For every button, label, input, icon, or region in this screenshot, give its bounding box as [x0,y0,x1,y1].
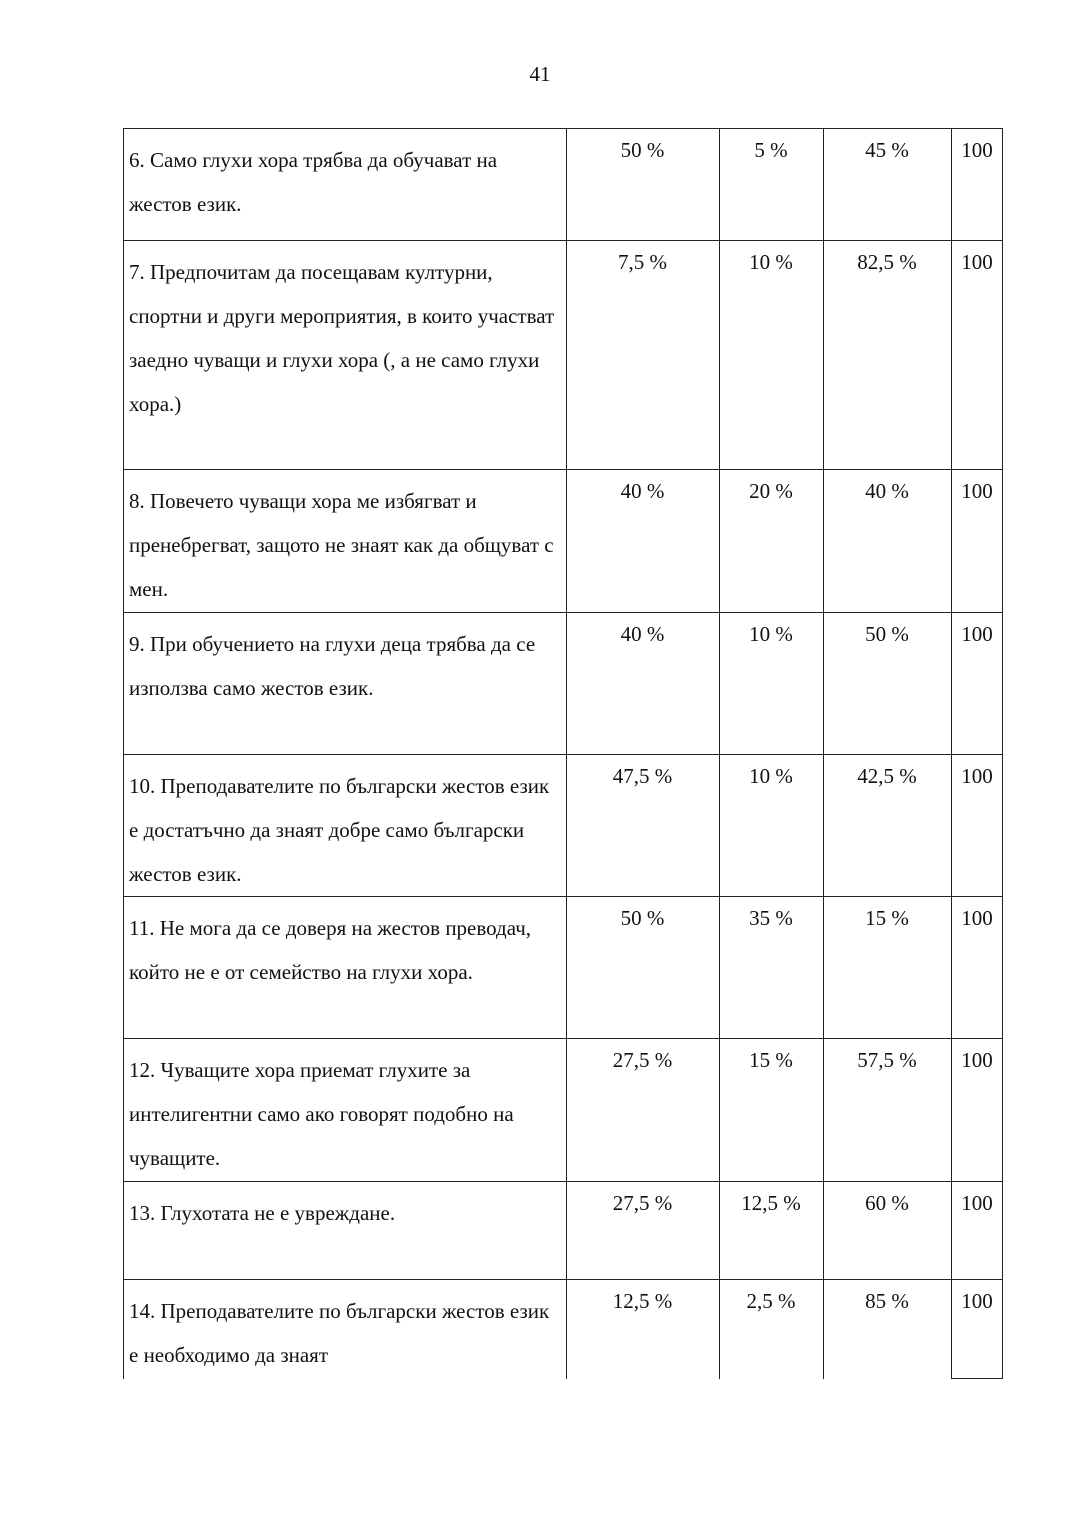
value-cell-2: 15 % [749,1048,793,1072]
total-cell: 100 [961,1191,993,1215]
statement-cell: 14. Преподавателите по български жестов език е необходимо да знаят [129,1299,550,1367]
survey-table [123,128,1003,1379]
row-divider [123,754,1003,755]
value-cell-2: 12,5 % [741,1191,801,1215]
column-divider [719,128,720,1379]
value-cell-2: 2,5 % [746,1289,796,1313]
value-cell-1: 12,5 % [612,1289,673,1313]
value-cell-1: 50 % [620,138,665,162]
column-divider [566,128,567,1379]
statement-cell: 11. Не мога да се доверя на жестов преводач, който не е от семейство на глухи хора. [129,916,532,984]
total-cell: 100 [961,1048,993,1072]
value-cell-3: 60 % [865,1191,909,1215]
value-cell-3: 57,5 % [857,1048,917,1072]
value-cell-2: 5 % [754,138,788,162]
value-cell-3: 40 % [865,479,909,503]
value-cell-2: 20 % [749,479,793,503]
total-cell: 100 [961,479,993,503]
table-border-left [123,128,124,1379]
statement-cell: 10. Преподавателите по български жестов език е достатъчно да знаят добре само български жестов език. [129,774,550,886]
row-divider [123,240,1003,241]
row-divider [123,612,1003,613]
row-divider [123,1279,1003,1280]
value-cell-1: 47,5 % [612,764,673,788]
value-cell-1: 50 % [620,906,665,930]
statement-cell: 6. Само глухи хора трябва да обучават на жестов език. [129,148,498,216]
table-row [123,1279,1003,1379]
table-border-top [123,128,1003,129]
row-divider [123,896,1003,897]
total-cell: 100 [961,622,993,646]
value-cell-2: 10 % [749,764,793,788]
value-cell-1: 27,5 % [612,1191,673,1215]
value-cell-3: 42,5 % [857,764,917,788]
row-divider [123,469,1003,470]
table-row [123,128,1003,240]
table-row [123,1181,1003,1279]
value-cell-1: 40 % [620,622,665,646]
value-cell-1: 7,5 % [618,250,667,274]
row-divider [123,1038,1003,1039]
value-cell-3: 45 % [865,138,909,162]
statement-cell: 9. При обучението на глухи деца трябва да се използва само жестов език. [129,632,536,700]
value-cell-1: 40 % [620,479,665,503]
table-row [123,240,1003,469]
value-cell-2: 35 % [749,906,793,930]
total-cell: 100 [961,138,993,162]
value-cell-3: 85 % [865,1289,909,1313]
total-cell: 100 [961,906,993,930]
last-cell-bottom-border [951,1378,1003,1379]
row-divider [123,1181,1003,1182]
table-row [123,469,1003,612]
table-row [123,1038,1003,1181]
column-divider [823,128,824,1379]
table-row [123,754,1003,896]
value-cell-1: 27,5 % [612,1048,673,1072]
statement-cell: 8. Повечето чуващи хора ме избягват и пренебрегват, защото не знаят как да общуват с мен. [129,489,554,601]
column-divider [951,128,952,1379]
page-number: 41 [529,62,551,86]
statement-cell: 13. Глухотата не е увреждане. [129,1201,396,1225]
total-cell: 100 [961,1289,993,1313]
table-row [123,896,1003,1038]
statement-cell: 7. Предпочитам да посещавам културни, спортни и други мероприятия, в които участват заедно чуващи и глухи хора (, а не само глухи хора.) [129,260,555,416]
value-cell-3: 82,5 % [857,250,917,274]
table-border-right [1002,128,1003,1379]
value-cell-2: 10 % [749,622,793,646]
total-cell: 100 [961,250,993,274]
value-cell-3: 15 % [865,906,909,930]
value-cell-2: 10 % [749,250,793,274]
value-cell-3: 50 % [865,622,909,646]
statement-cell: 12. Чуващите хора приемат глухите за интелигентни само ако говорят подобно на чуващите. [129,1058,514,1170]
total-cell: 100 [961,764,993,788]
table-row [123,612,1003,754]
